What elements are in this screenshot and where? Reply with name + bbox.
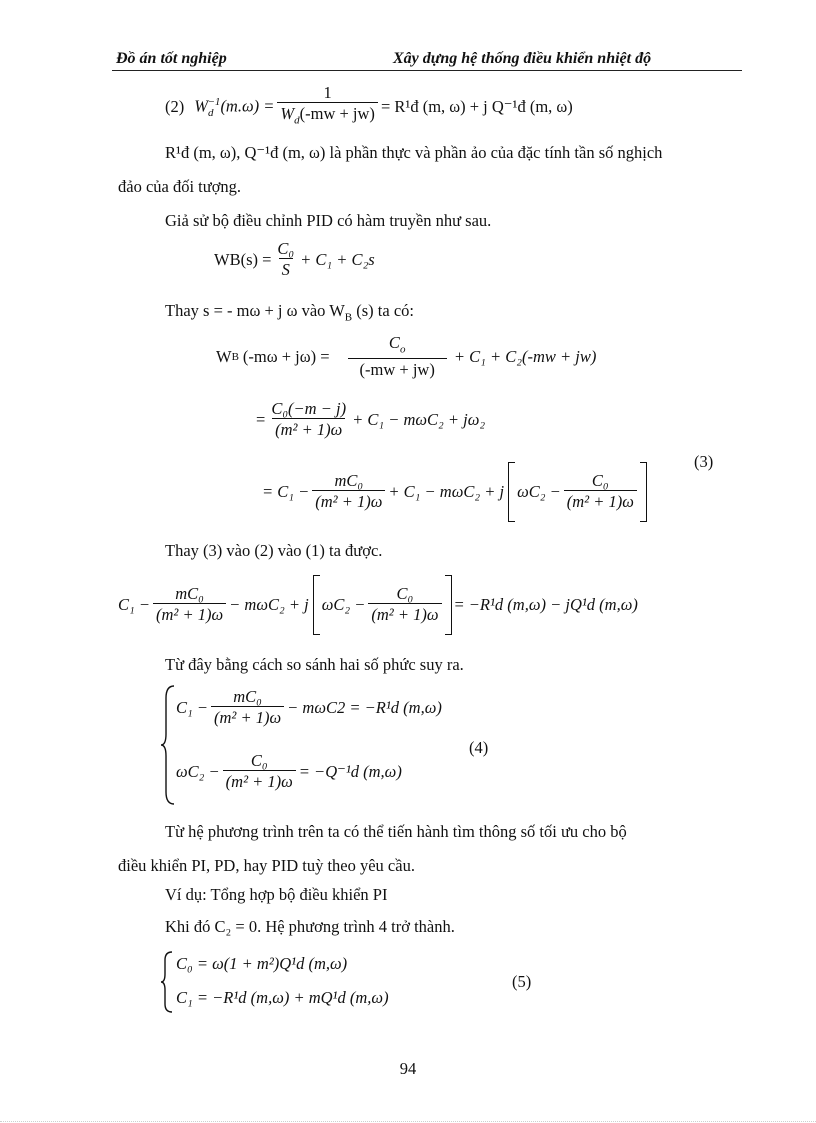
- equation-2: [165, 84, 573, 130]
- paragraph-2: Giả sử bộ điều chỉnh PID có hàm truyền như sau.: [165, 211, 492, 230]
- eq3-label: (3): [694, 452, 714, 471]
- system-5-brace: [160, 950, 174, 1014]
- page-number: 94: [399, 1059, 417, 1078]
- thay-text: Thay s = - mω + j ω vào $W_B$ (s) ta có:: [165, 301, 414, 324]
- paragraph-4: Từ đây bằng cách so sánh hai số phức suy ra.: [165, 655, 464, 674]
- equation-line-2: = $\frac{\text{C₀(−m − j)}}{\text{(m² + 1)ω}}$ + C₁ − mωC₂ + jω₂: [256, 399, 486, 439]
- equation-wb2: W B (-mω + jω) = $\frac{C_o}{(-mw + jw)}$ + C₁ + C₂(-mw + jw): [216, 333, 597, 380]
- equation-line-3: = C₁ − $\frac{\text{mC₀}}{\text{(m² + 1)ω}}$ + C₁ − mωC₂ + j ωC₂ − $\frac{\text{C₀}}{\text{(m² + 1)ω}}$: [262, 462, 647, 522]
- paragraph-7: Khi đó C₂ = 0. Hệ phương trình 4 trở thành.: [165, 917, 455, 936]
- paragraph-1a: R¹đ (m, ω), Q⁻¹đ (m, ω) là phần thực và phần ảo của đặc tính tần số nghịch: [165, 143, 663, 162]
- system-5-line-2: C₁ = −R¹d (m,ω) + mQ¹d (m,ω): [176, 988, 389, 1007]
- equation-wb: WB(s) = $\frac{\text{C₀}}{S}$ + C₁ + C₂s: [214, 239, 375, 279]
- system-5-line-1: C₀ = ω(1 + m²)Q¹d (m,ω): [176, 954, 348, 973]
- eq2-rhs: = R¹đ (m, ω) + j Q⁻¹đ (m, ω): [380, 97, 573, 117]
- header-left: Đồ án tốt nghiệp: [116, 50, 227, 67]
- eq4-label: (4): [469, 738, 489, 757]
- header-rule: [112, 70, 742, 71]
- system-4-line-2: ωC₂ − $\frac{\text{C₀}}{\text{(m² + 1)ω}}$ = −Q⁻¹d (m,ω): [176, 751, 402, 791]
- header-right: Xây dựng hệ thống điều khiển nhiệt độ: [393, 50, 652, 67]
- eq5-label: (5): [512, 972, 532, 991]
- eq2-label: (2): [165, 97, 185, 117]
- page-edge: [0, 1121, 816, 1122]
- eq2-lhs: $W_d^{-1}(m.\omega)$ =: [194, 95, 275, 119]
- paragraph-6: Ví dụ: Tổng hợp bộ điều khiển PI: [165, 885, 388, 904]
- paragraph-5a: Từ hệ phương trình trên ta có thể tiến hành tìm thông số tối ưu cho bộ: [165, 822, 627, 841]
- paragraph-1b: đảo của đối tượng.: [118, 177, 242, 196]
- equation-main: C₁ − $\frac{\text{mC₀}}{\text{(m² + 1)ω}}$ − mωC₂ + j ωC₂ − $\frac{\text{C₀}}{\text{(m² + 1)ω}}$ = −R¹d (m,ω) − jQ¹d (m,ω): [118, 575, 638, 635]
- system-4-brace: [160, 684, 176, 806]
- paragraph-5b: điều khiển PI, PD, hay PID tuỳ theo yêu cầu.: [118, 856, 415, 875]
- eq2-fraction: $\frac{1}{W_d(-mw + jw)}$: [277, 84, 378, 130]
- paragraph-3: Thay (3) vào (2) vào (1) ta được.: [165, 541, 383, 560]
- system-4-line-1: C₁ − $\frac{\text{mC₀}}{\text{(m² + 1)ω}}$ − mωC2 = −R¹d (m,ω): [176, 687, 442, 727]
